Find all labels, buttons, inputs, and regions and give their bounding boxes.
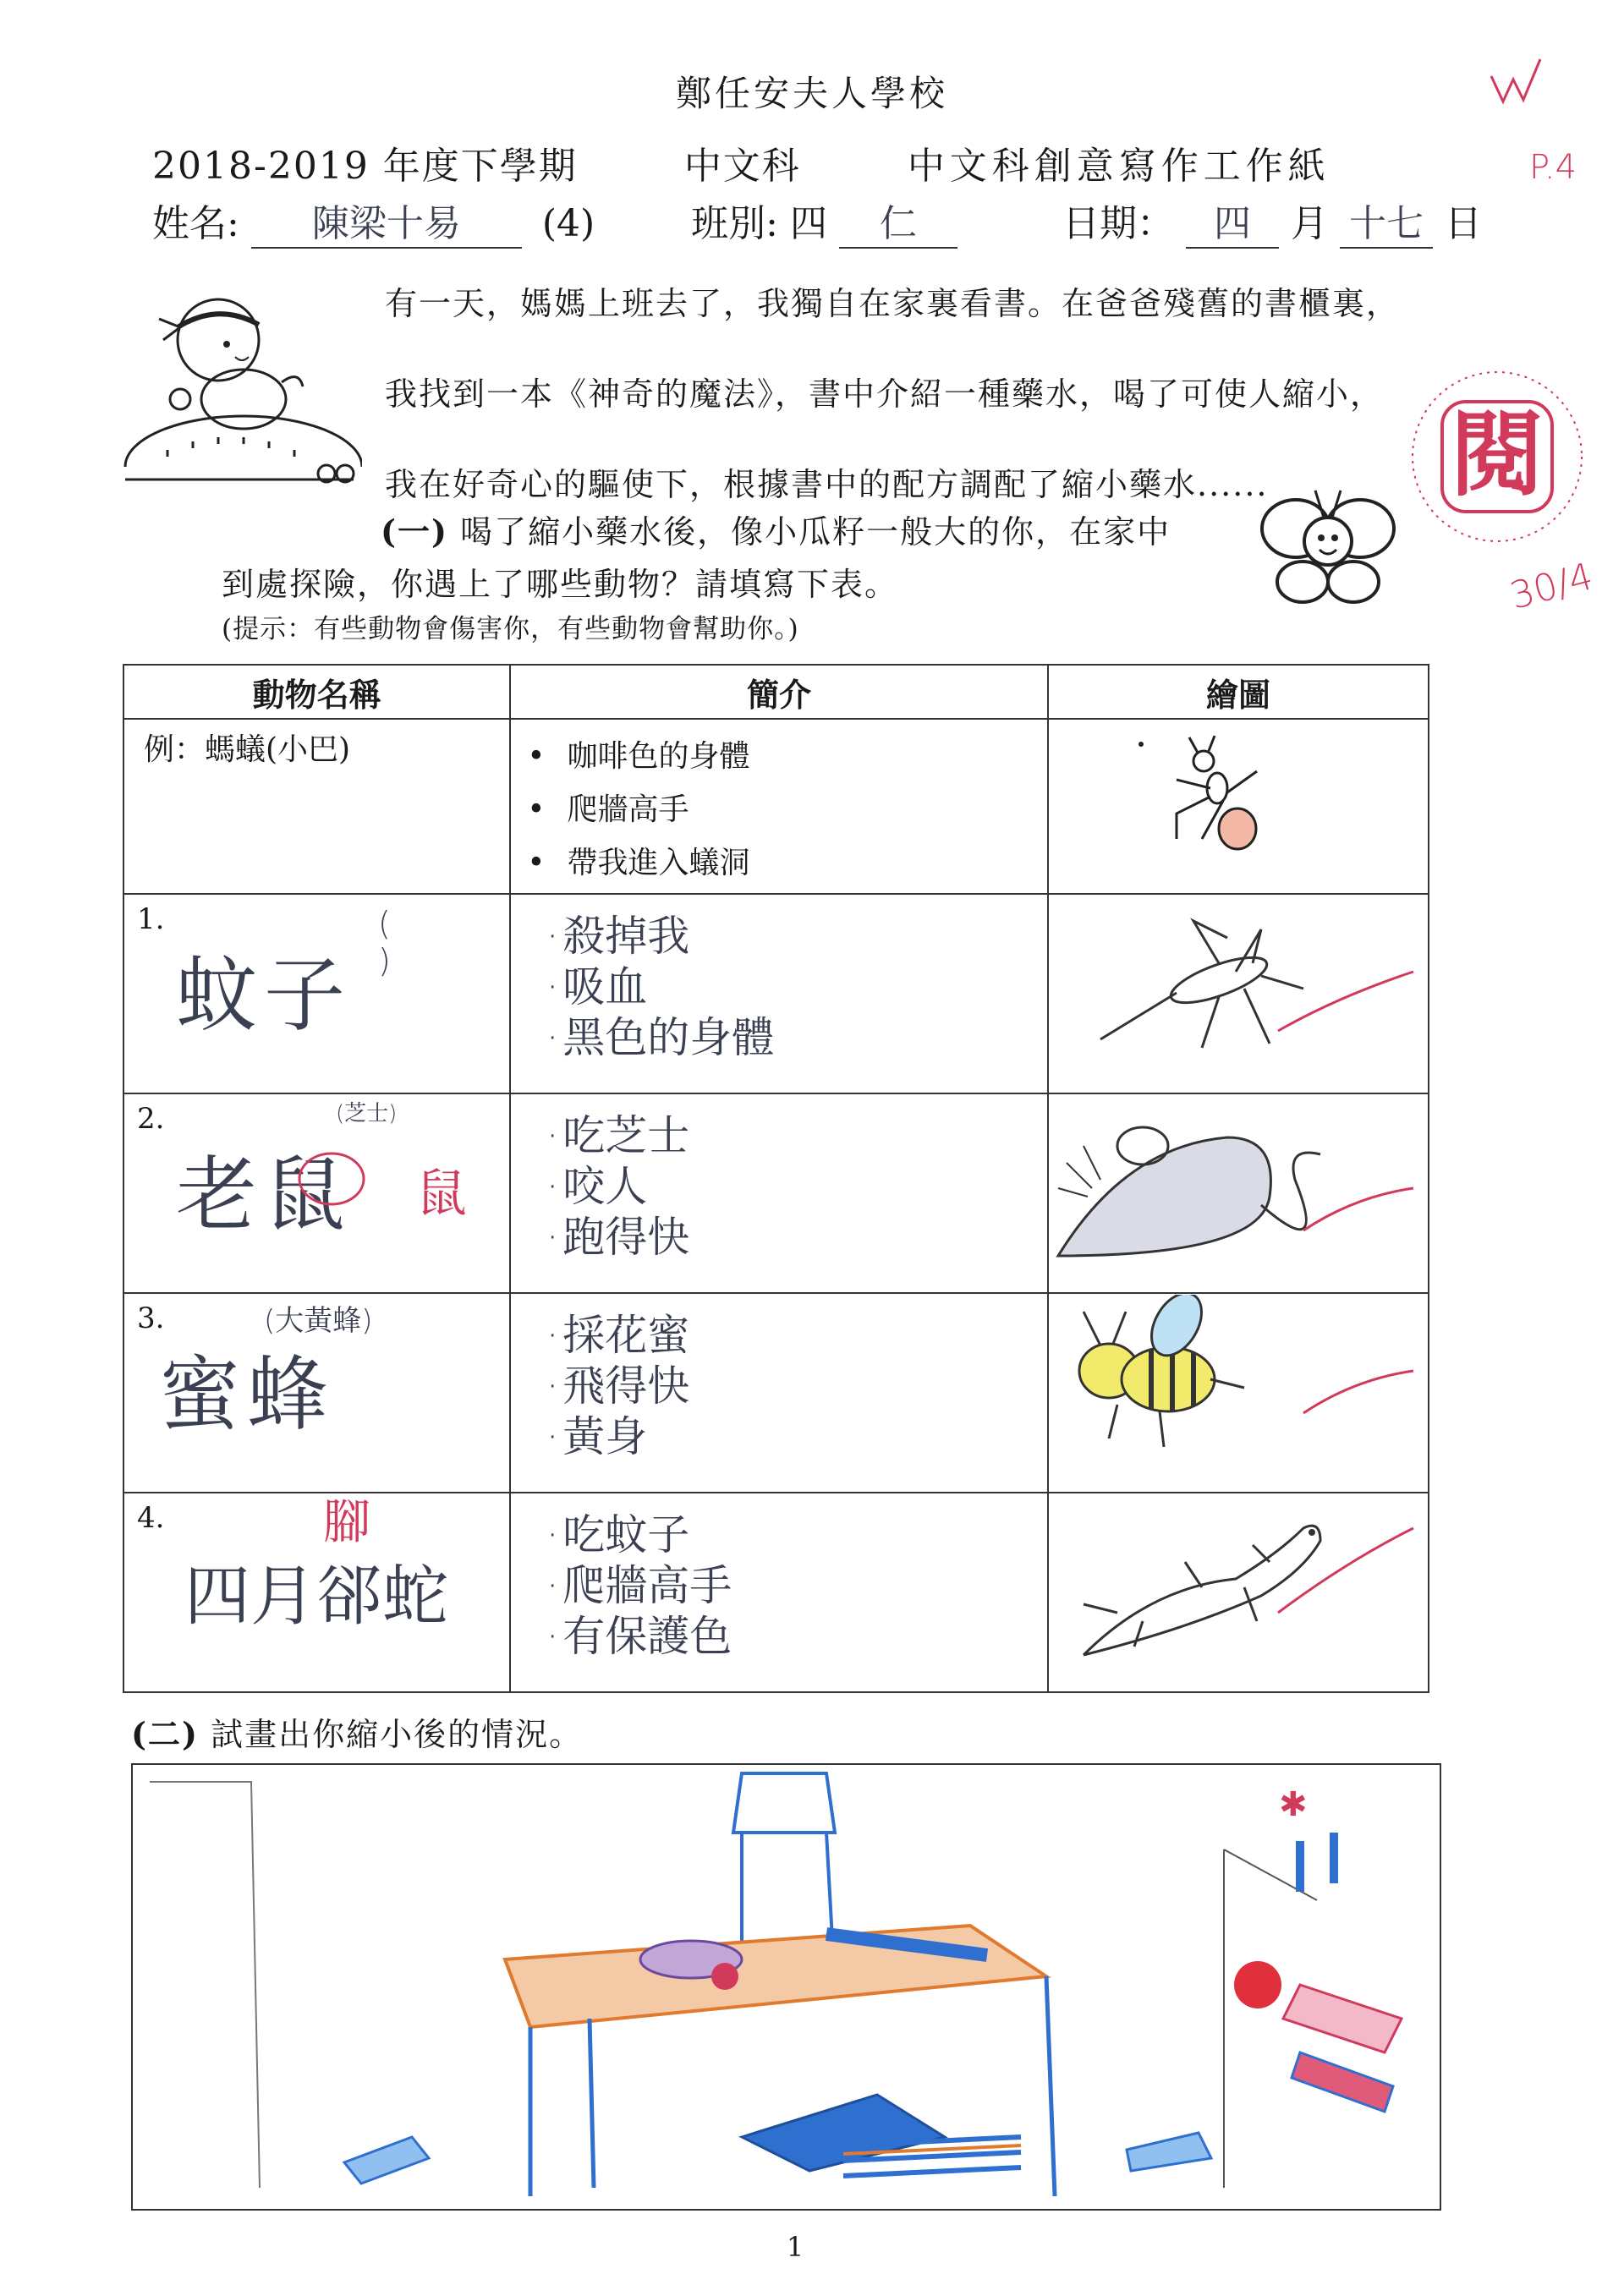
stamp-character: 閱	[1451, 400, 1544, 509]
page-reference-mark: P.4	[1529, 148, 1577, 187]
subject-label: 中文科	[683, 145, 801, 188]
question-2-text: 試畫出你縮小後的情況。	[211, 1716, 584, 1753]
ant-drawing	[1050, 721, 1422, 864]
description-item: · 爬牆高手	[546, 1560, 1046, 1611]
student-info-line	[152, 193, 1482, 245]
svg-text:✱: ✱	[1279, 1785, 1308, 1824]
question-1-text: 喝了縮小藥水後，像小瓜籽一般大的你，在家中	[460, 513, 1171, 551]
description-item: · 黃身	[546, 1411, 1046, 1462]
bee-mascot-illustration	[1252, 482, 1404, 617]
description-item: · 殺掉我	[546, 911, 1046, 962]
row-number: 3.	[137, 1301, 165, 1335]
animal-note: (芝士)	[336, 1101, 398, 1126]
animal-description-answer[interactable]	[512, 1095, 1046, 1263]
example-animal-name: 例：螞蟻(小巴)	[144, 732, 351, 767]
description-item: · 跑得快	[546, 1212, 1046, 1263]
class-number: (4)	[541, 202, 595, 245]
question-2-prefix: (二)	[131, 1715, 199, 1753]
animal-name-answer[interactable]: 蚊子	[176, 948, 352, 1043]
intro-line-3: 我在好奇心的驅使下，根據書中的配方調配了縮小藥水......	[385, 466, 1269, 503]
question-1-line-1	[381, 506, 1171, 552]
month-char: 月	[1290, 202, 1328, 245]
date-day-field[interactable]: 十七	[1340, 193, 1433, 249]
class-label: 班別: 四	[691, 202, 827, 245]
worksheet-header-line	[152, 135, 1330, 189]
row-number: 2.	[137, 1102, 165, 1136]
description-item: · 吃蚊子	[546, 1510, 1046, 1560]
description-item: · 有保護色	[546, 1611, 1046, 1662]
description-item: · 黑色的身體	[546, 1012, 1046, 1063]
page-number: 1	[786, 2231, 804, 2263]
animal-name-answer[interactable]: 四月郤蛇	[184, 1559, 449, 1635]
date-month-field[interactable]: 四	[1186, 193, 1279, 249]
description-item: · 吸血	[546, 962, 1046, 1012]
example-bullet: • 爬牆高手	[527, 786, 1046, 829]
table-row	[123, 1493, 1429, 1692]
table-row	[123, 1093, 1429, 1293]
animal-description-answer[interactable]	[512, 896, 1046, 1063]
animal-description-answer[interactable]	[512, 1494, 1046, 1662]
class-field[interactable]: 仁	[839, 193, 957, 249]
turtle-mascot-illustration	[108, 272, 362, 501]
term-label: 2018-2019 年度下學期	[152, 145, 578, 188]
example-bullets	[527, 732, 1046, 882]
gecko-drawing	[1050, 1494, 1422, 1685]
animal-note: (大黃蜂)	[264, 1304, 373, 1338]
animal-name-answer[interactable]: 老鼠	[176, 1148, 352, 1242]
row-number: 1.	[137, 902, 165, 936]
school-name: 鄭任安夫人學校	[675, 73, 948, 114]
name-label: 姓名:	[152, 202, 239, 245]
table-header-row	[123, 665, 1429, 719]
example-bullet: • 咖啡色的身體	[527, 732, 1046, 775]
description-item: · 飛得快	[546, 1361, 1046, 1411]
day-char: 日	[1444, 202, 1482, 245]
header-animal-name: 動物名稱	[123, 665, 510, 719]
teacher-date-mark: 30/4	[1506, 555, 1598, 618]
bee-drawing	[1050, 1295, 1422, 1485]
mouse-drawing	[1050, 1095, 1422, 1285]
teacher-correction: 鼠	[416, 1164, 467, 1224]
animal-table	[123, 664, 1429, 1693]
example-bullet: • 帶我進入蟻洞	[527, 839, 1046, 882]
teacher-check-mark	[1484, 51, 1552, 118]
animal-note: ( )	[378, 905, 425, 979]
animal-name-answer[interactable]: 蜜蜂	[159, 1347, 335, 1442]
table-row-example	[123, 719, 1429, 894]
description-item: · 咬人	[546, 1161, 1046, 1212]
student-name-field[interactable]: 陳梁十易	[251, 193, 522, 249]
table-row	[123, 1293, 1429, 1493]
mosquito-drawing	[1050, 896, 1422, 1086]
shrunk-scene-drawing	[133, 1765, 1440, 2209]
drawing-answer-box[interactable]	[131, 1763, 1441, 2211]
description-item: · 吃芝士	[546, 1110, 1046, 1161]
date-label: 日期：	[1062, 202, 1174, 245]
correction-circle	[294, 1145, 370, 1213]
header-description: 簡介	[510, 665, 1048, 719]
description-item: · 採花蜜	[546, 1310, 1046, 1361]
teacher-correction: 腳	[323, 1495, 370, 1550]
question-1-line-2: 到處探險，你遇上了哪些動物？請填寫下表。	[222, 566, 899, 603]
question-2	[131, 1708, 583, 1755]
worksheet-title: 中文科創意寫作工作紙	[907, 145, 1330, 188]
header-drawing: 繪圖	[1048, 665, 1429, 719]
question-1-hint: (提示：有些動物會傷害你，有些動物會幫助你。)	[222, 614, 799, 644]
question-1-prefix: (一)	[381, 512, 448, 551]
table-row	[123, 894, 1429, 1093]
intro-line-1: 有一天，媽媽上班去了，我獨自在家裏看書。在爸爸殘舊的書櫃裏，	[385, 285, 1401, 322]
row-number: 4.	[137, 1501, 165, 1535]
animal-description-answer[interactable]	[512, 1295, 1046, 1462]
intro-line-2: 我找到一本《神奇的魔法》，書中介紹一種藥水，喝了可使人縮小，	[385, 375, 1385, 413]
